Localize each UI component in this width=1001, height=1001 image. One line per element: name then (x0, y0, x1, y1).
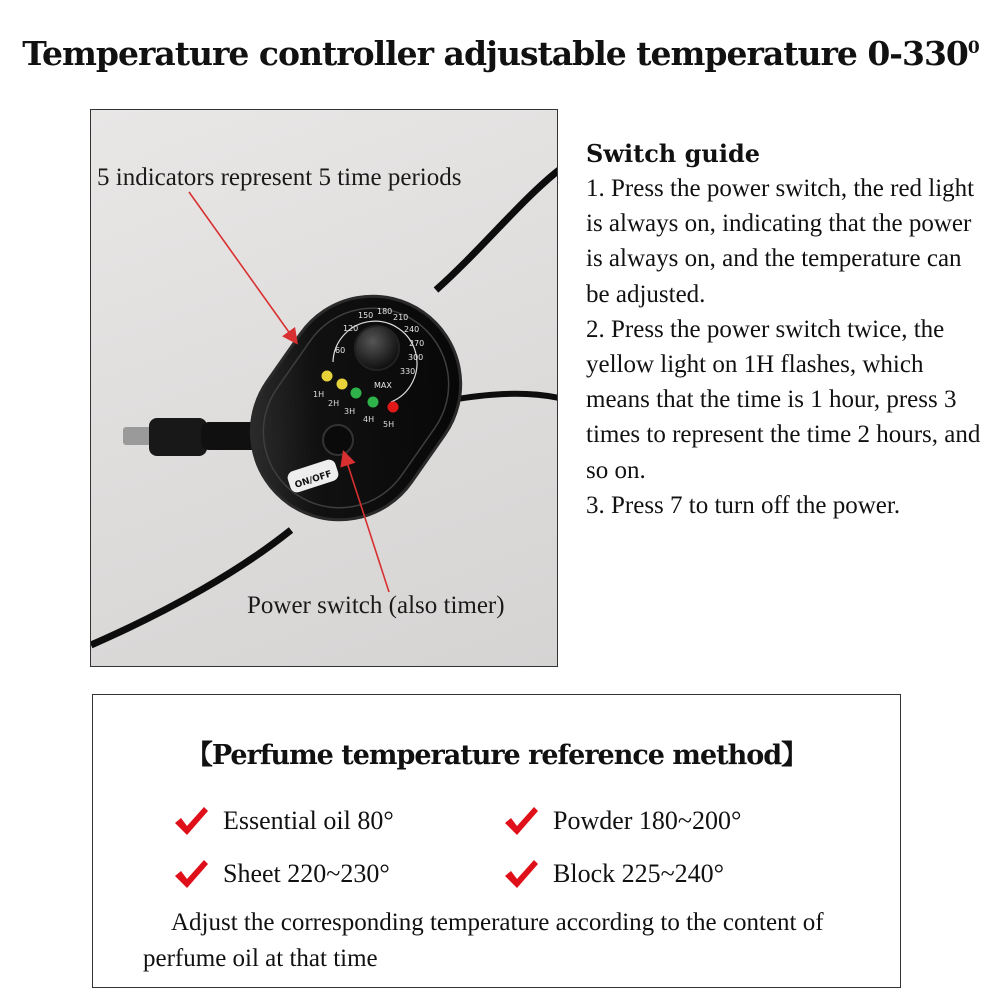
led-2h (337, 379, 348, 390)
indicator-label: 5 indicators represent 5 time periods (97, 164, 462, 191)
guide-step: 1. Press the power switch, the red light is always on, indicating that the power is always on, and the temperature can be adjusted. (586, 175, 975, 308)
on-off-label: ON/OFF (293, 469, 334, 491)
reference-title: 【Perfume temperature reference method】 (185, 740, 808, 771)
guide-step: 2. Press the power switch twice, the yellow light on 1H flashes, which means that the time is 1 hour, press 3 times to represent the time 2 hours, and so on. (586, 315, 981, 484)
guide-step: 3. Press 7 to turn off the power. (586, 491, 901, 519)
timer-label: 5H (383, 420, 395, 429)
timer-label: 1H (313, 390, 325, 399)
indicator-arrow (189, 192, 296, 342)
switch-guide (586, 137, 986, 523)
dial-tick-label: 120 (343, 324, 359, 333)
checkmark-icon (173, 805, 209, 837)
dial-tick-label: 300 (408, 353, 424, 362)
checkmark-icon (173, 858, 209, 890)
dial-tick-label: 210 (393, 313, 409, 322)
cable-bottom (91, 530, 291, 645)
reference-item: Sheet 220~230° (173, 858, 390, 890)
switch-guide-heading: Switch guide (586, 139, 761, 168)
timer-label: 4H (363, 415, 375, 424)
dial-tick-label: 270 (409, 339, 425, 348)
led-5h (388, 402, 399, 413)
dial-tick-label: 180 (377, 307, 393, 316)
timer-label: 2H (328, 399, 340, 408)
led-3h (351, 388, 362, 399)
reference-note: Adjust the corresponding temperature according to the content of perfume oil at that time (143, 909, 824, 972)
dial-tick-label: 60 (335, 346, 346, 355)
temperature-reference-box (92, 694, 901, 988)
controller-body (217, 262, 495, 555)
power-switch-label: Power switch (also timer) (247, 592, 505, 619)
controller-photo (90, 109, 558, 667)
dial-tick-label: 240 (404, 325, 420, 334)
cable-right (451, 394, 558, 400)
reference-item: Essential oil 80° (173, 805, 394, 837)
reference-item: Block 225~240° (503, 858, 724, 890)
dial-tick-label: 330 (400, 367, 416, 376)
dial-knob (355, 326, 399, 370)
led-1h (322, 371, 333, 382)
title-degree-sign: 0 (967, 38, 979, 58)
dial-tick-label: 150 (358, 311, 374, 320)
controller-illustration (91, 110, 558, 667)
reference-item: Powder 180~200° (503, 805, 741, 837)
page-title: Temperature controller adjustable temperature $0-330^0$ (22, 34, 979, 73)
led-4h (368, 397, 379, 408)
timer-label: 3H (344, 407, 356, 416)
dial-tick-label: MAX (374, 381, 392, 390)
checkmark-icon (503, 858, 539, 890)
checkmark-icon (503, 805, 539, 837)
